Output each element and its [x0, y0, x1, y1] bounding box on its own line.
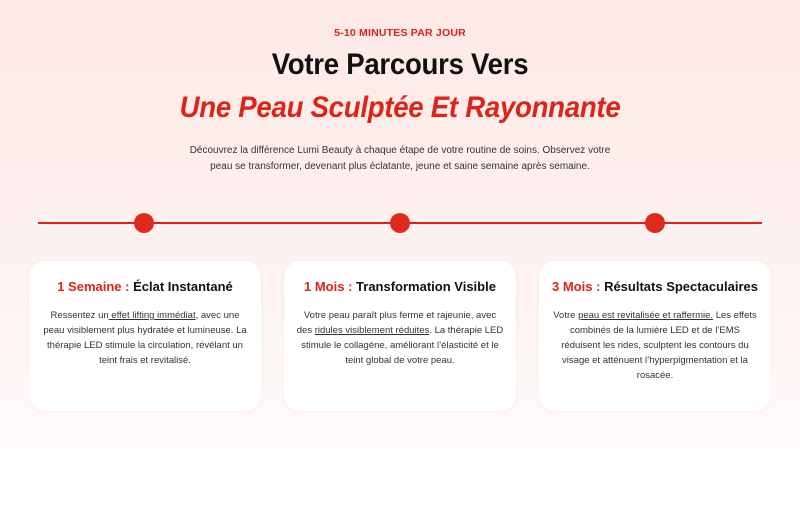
- card-body-pre: Votre peau paraît plus ferme et rajeunie, avec des: [296, 310, 497, 336]
- card-body: [41, 308, 249, 368]
- card-body-post: . La thérapie LED stimule le collagène, améliorant l’élasticité et le teint global de votre peau.: [301, 325, 504, 366]
- card-body: [296, 308, 504, 368]
- card-title: Transformation Visible: [356, 279, 496, 294]
- card-body-link: effet lifting immédiat: [108, 310, 196, 321]
- card-week: [29, 261, 261, 411]
- card-title: Éclat Instantané: [133, 279, 233, 294]
- card-month: [284, 261, 516, 411]
- timeline-dot-week: [134, 213, 154, 233]
- card-body-post: , avec une peau visiblement plus hydratée et lumineuse. La thérapie LED stimule la circulation, révélant un teint frais et revitalisé.: [43, 310, 247, 366]
- eyebrow-label: 5-10 MINUTES PAR JOUR: [334, 27, 466, 39]
- card-body-post: Les effets combinés de la lumière LED et de l’EMS réduisent les rides, sculptent les contours du visage et atténuent l’hyperpigmentation et la rosacée.: [561, 310, 757, 381]
- card-heading: [29, 279, 261, 294]
- card-body: [551, 308, 759, 383]
- intro-description: Découvrez la différence Lumi Beauty à chaque étape de votre routine de soins. Observez votre peau se transformer, devenant plus éclatante, jeune et saine semaine après semaine.: [189, 145, 611, 172]
- timeline-dot-month: [390, 213, 410, 233]
- card-body-link: ridules visiblement réduites: [314, 325, 430, 336]
- timeline-dot-three-months: [645, 213, 665, 233]
- page-title: Votre Parcours Vers: [271, 48, 529, 81]
- page-subtitle: Une Peau Sculptée Et Rayonnante: [179, 91, 621, 124]
- card-body-pre: Ressentez un: [50, 310, 109, 321]
- card-heading: [284, 279, 516, 294]
- card-title: Résultats Spectaculaires: [604, 279, 758, 294]
- card-period: 1 Semaine :: [57, 279, 130, 294]
- card-heading: [539, 279, 771, 294]
- card-period: 3 Mois :: [552, 279, 601, 294]
- card-body-pre: Votre: [553, 310, 579, 321]
- card-three-months: [539, 261, 771, 411]
- card-body-link: peau est revitalisée et raffermie.: [578, 310, 714, 321]
- card-period: 1 Mois :: [304, 279, 353, 294]
